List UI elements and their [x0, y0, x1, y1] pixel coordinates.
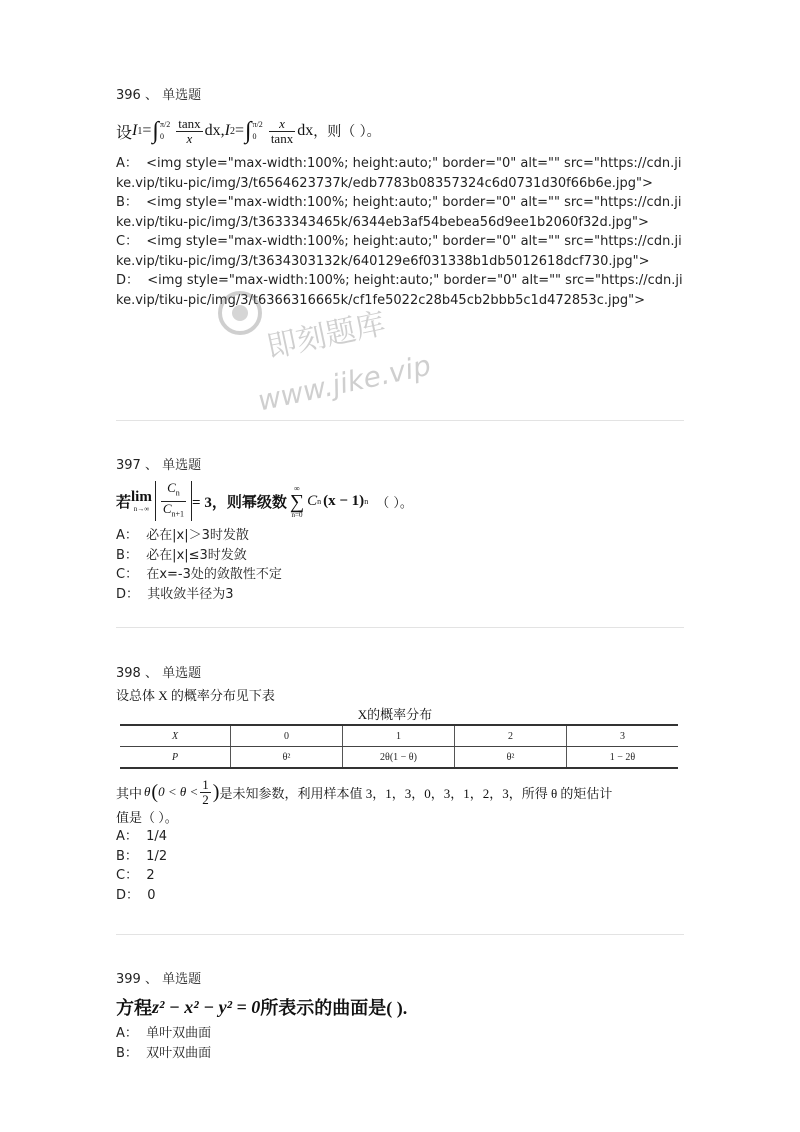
option-d[interactable]: D： 0 [116, 887, 156, 903]
table-row [120, 725, 678, 747]
table-cell: 3 [567, 725, 679, 747]
option-a[interactable]: A： 单叶双曲面 [116, 1026, 212, 1041]
question-396 [116, 86, 686, 310]
table-caption: X的概率分布 [357, 707, 433, 722]
option-d[interactable]: D： 其收敛半径为3 [116, 586, 234, 602]
table-cell: 0 [231, 725, 343, 747]
option-a[interactable]: A： 必在|x|＞3时发散 [116, 528, 249, 543]
divider [116, 934, 684, 935]
svg-text:即刻题库: 即刻题库 [263, 306, 389, 366]
option-b[interactable]: B： 双叶双曲面 [116, 1045, 212, 1061]
question-header: 396 、 单选题 [116, 88, 202, 103]
question-stem: 设 I 1 = ∫ π/2 0 $\frac{\tan x}{x}$ dx , I 2 = ∫ π/2 0 $\frac{x}{\tan x}$ dx ，则（ ）。 [116, 115, 381, 146]
question-stem-cont: 值是（ ）。 [116, 810, 178, 825]
option-c[interactable]: C： 在x=-3处的敛散性不定 [116, 567, 282, 582]
option-c[interactable]: C： 2 [116, 868, 155, 883]
fraction: $\frac{\tan x}{x}$ [178, 115, 201, 146]
option-b[interactable]: B： 必在|x|≤3时发敛 [116, 547, 247, 563]
option-b[interactable]: B： 1/2 [116, 848, 168, 864]
option-c[interactable]: C： <img style="max-width:100%; height:auto;" border="0" alt="" src="https://cdn.jike.vip/tiku-pic/img/3/t3634303132k/640129e6f031338b1db5012618dcf730.jpg"> [116, 234, 682, 269]
option-a[interactable]: A： 1/4 [116, 829, 168, 844]
table-cell: 2θ(1 − θ) [343, 747, 455, 769]
table-cell: θ² [455, 747, 567, 769]
question-398 [116, 664, 686, 905]
fraction: $\frac{C_n}{C_{n+1}}$ [162, 479, 185, 519]
sum-sign: ∑ [289, 490, 305, 513]
divider [116, 420, 684, 421]
option-d[interactable]: D： <img style="max-width:100%; height:auto;" border="0" alt="" src="https://cdn.jike.vip/tiku-pic/img/3/t6366316665k/cf1fe5022c28b45cb2bbb5c1d472853c.jpg"> [116, 273, 683, 308]
integral-sign: ∫ [244, 117, 252, 144]
table-cell: 2 [455, 725, 567, 747]
option-b[interactable]: B： <img style="max-width:100%; height:auto;" border="0" alt="" src="https://cdn.jike.vip/tiku-pic/img/3/t3633343465k/6344eb3af54bebea56d9ee1b2060f32d.jpg"> [116, 195, 682, 230]
table-cell: 1 − 2θ [567, 747, 679, 769]
question-header: 397 、 单选题 [116, 458, 202, 473]
table-row [120, 747, 678, 769]
question-399 [116, 970, 686, 1063]
fraction: $\frac{x}{\tan x}$ [270, 115, 294, 146]
question-header: 398 、 单选题 [116, 666, 202, 681]
option-a[interactable]: A： <img style="max-width:100%; height:auto;" border="0" alt="" src="https://cdn.jike.vip/tiku-pic/img/3/t6564623737k/edb7783b08357324c6d0731d30f66b6e.jpg"> [116, 156, 682, 191]
table-cell: X [120, 725, 231, 747]
question-397 [116, 456, 686, 604]
question-stem: 方程 z² − x² − y² = 0 所表示的曲面是( ). [116, 996, 408, 1018]
divider [116, 627, 684, 628]
question-stem: 其中 θ ( 0 < θ < $\frac{1}{2}$ ) 是未知参数，利用样本值 3，1，3，0，3，1，2，3，所得 θ 的矩估计 [116, 776, 613, 807]
question-intro: 设总体 X 的概率分布见下表 [116, 688, 275, 703]
fraction: $\frac{1}{2}$ [202, 776, 209, 807]
distribution-table [120, 724, 678, 769]
table-cell: 1 [343, 725, 455, 747]
question-header: 399 、 单选题 [116, 972, 202, 987]
table-cell: θ² [231, 747, 343, 769]
svg-text:www.jike.vip: www.jike.vip [254, 348, 430, 418]
question-stem: 若 lim n→∞ $\frac{C_n}{C_{n+1}}$ = 3，则幂级数 ∞ ∑ n=0 C n (x − 1) n （ ）。 [116, 476, 686, 526]
table-cell: P [120, 747, 231, 769]
integral-sign: ∫ [152, 117, 159, 144]
